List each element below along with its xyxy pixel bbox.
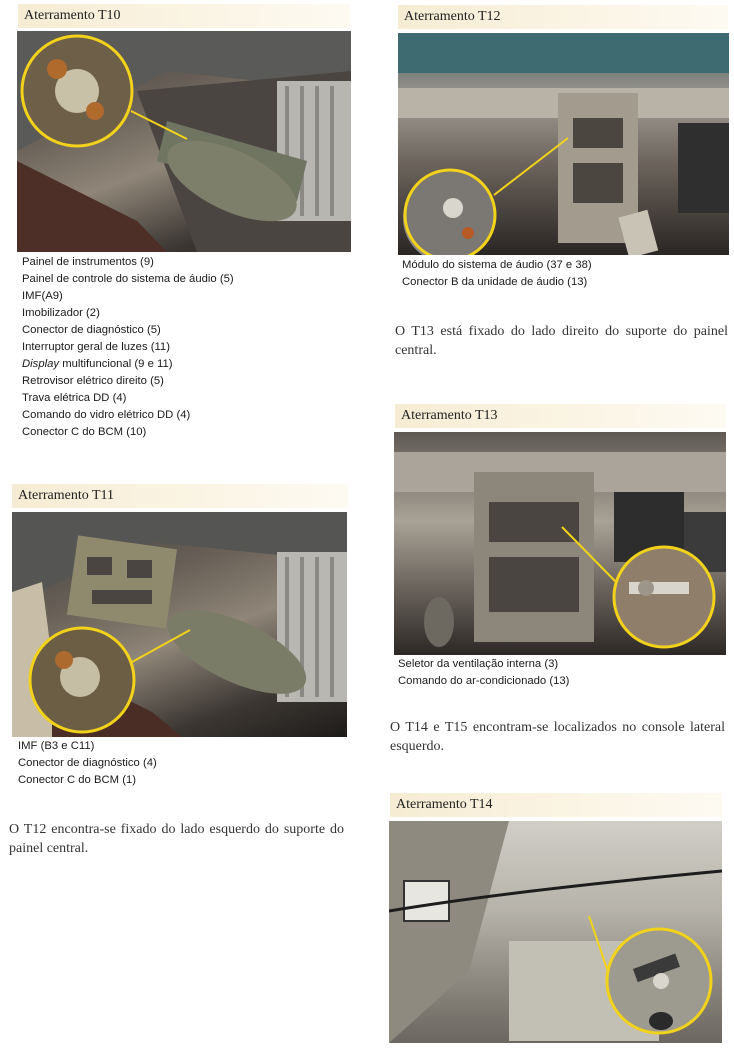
photo-t11-illustration [12,512,347,737]
section-header-t10: Aterramento T10 [18,4,350,28]
list-item: Trava elétrica DD (4) [22,392,127,404]
list-item: Painel de instrumentos (9) [22,256,154,268]
display-item-text: multifuncional (9 e 11) [62,358,173,370]
photo-t11 [12,512,347,737]
section-header-t12: Aterramento T12 [398,5,728,29]
section-header-t13: Aterramento T13 [395,404,725,428]
photo-t10-illustration [17,31,351,252]
list-item: Conector de diagnóstico (5) [22,324,161,336]
photo-t10 [17,31,351,252]
list-item: Retrovisor elétrico direito (5) [22,375,164,387]
list-item: Comando do ar-condicionado (13) [398,675,570,687]
t12-location-note: O T12 encontra-se fixado do lado esquerdo do suporte do painel central. [9,822,344,856]
t13-location-note: O T13 está fixado do lado direito do suporte do painel central. [395,324,728,358]
section-header-t14: Aterramento T14 [390,793,722,817]
list-item: Conector C do BCM (1) [18,774,137,786]
list-item: Módulo do sistema de áudio (37 e 38) [402,259,592,271]
list-item: Comando do vidro elétrico DD (4) [22,409,191,421]
section-header-t11: Aterramento T11 [12,484,348,508]
display-word: Display [22,358,60,370]
list-item: Imobilizador (2) [22,307,100,319]
photo-t14 [389,821,722,1043]
list-item [22,356,234,373]
list-item: Painel de controle do sistema de áudio (5) [22,273,234,285]
t10-component-list [22,254,234,441]
photo-t12-illustration [398,33,729,255]
photo-t13 [394,432,726,655]
t13-component-list [398,656,569,690]
list-item: Conector de diagnóstico (4) [18,757,157,769]
photo-t12 [398,33,729,255]
t14-t15-location-note: O T14 e T15 encontram-se localizados no console lateral esquerdo. [390,720,725,754]
list-item: IMF (B3 e C11) [18,740,95,752]
list-item: Conector C do BCM (10) [22,426,147,438]
list-item: IMF(A9) [22,290,63,302]
list-item: Conector B da unidade de áudio (13) [402,276,588,288]
t12-component-list [402,257,592,291]
photo-t14-illustration [389,821,722,1043]
t11-component-list [18,738,157,789]
list-item: Seletor da ventilação interna (3) [398,658,559,670]
list-item: Interruptor geral de luzes (11) [22,341,170,353]
photo-t13-illustration [394,432,726,655]
